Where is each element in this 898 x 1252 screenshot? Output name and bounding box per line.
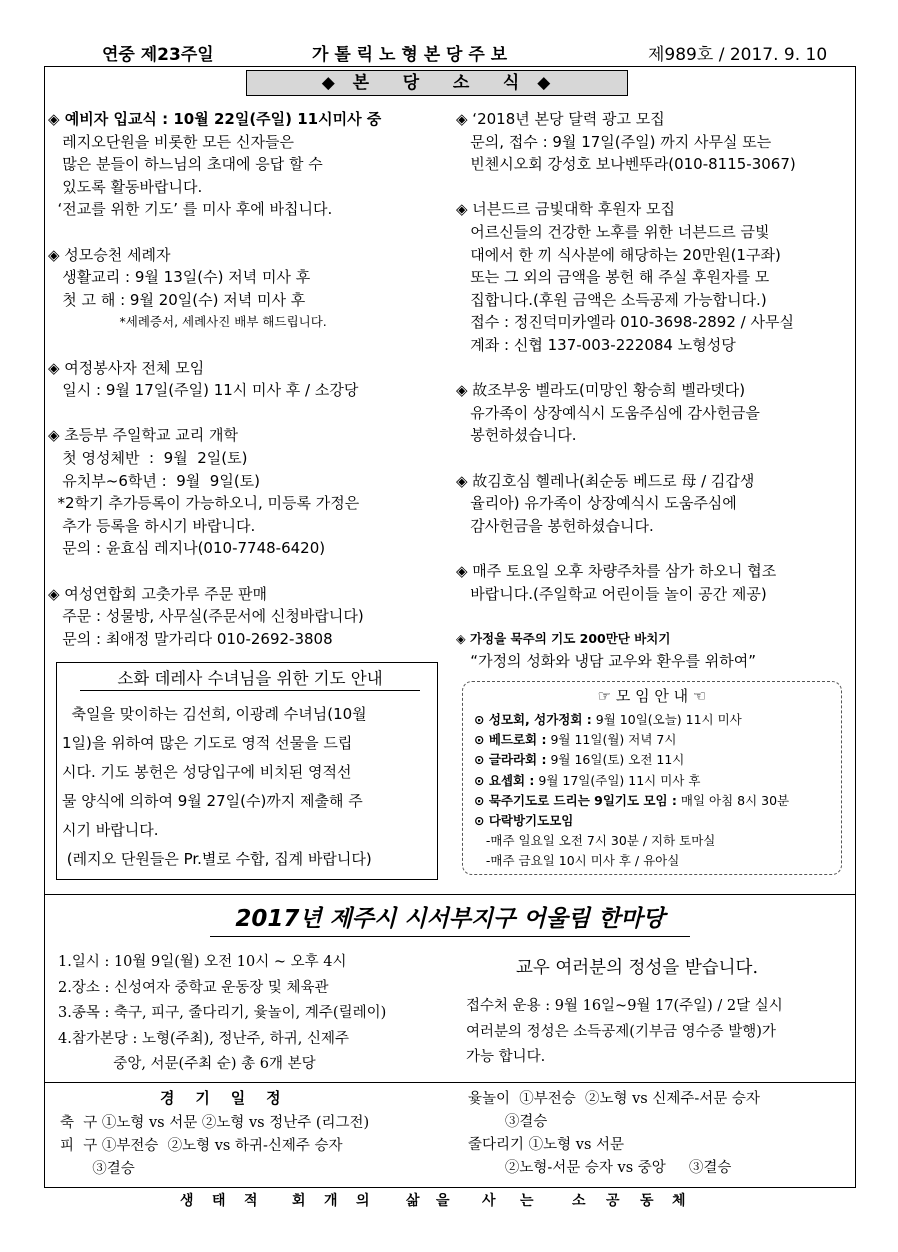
offering-line: 접수처 운용 : 9월 16일~9월 17(주일) / 2달 실시: [466, 998, 783, 1014]
event-title: 2017년 제주시 시서부지구 어울림 한마당: [235, 906, 665, 932]
meeting-item-text: 9월 17일(주일) 11시 미사 후: [534, 772, 701, 788]
notice-line: 추가 등록을 하시기 바랍니다.: [48, 516, 256, 535]
notice-line: ◈ 여정봉사자 전체 모임: [48, 358, 205, 377]
prayer-title-underline: [80, 690, 420, 691]
event-info-line: 3.종목 : 축구, 피구, 줄다리기, 윷놀이, 계주(릴레이): [58, 1005, 387, 1021]
notice-line: 있도록 활동바랍니다.: [48, 177, 203, 196]
notice-line: 유가족이 상장예식시 도움주심에 감사헌금을: [456, 403, 760, 422]
prayer-line: 물 양식에 의하여 9월 27일(수)까지 제출해 주: [62, 792, 363, 810]
notice-line: ◈ 故김호심 헬레나(최순동 베드로 母 / 김갑생: [456, 471, 755, 490]
meeting-item-label: ⊙ 베드로회 :: [474, 732, 547, 748]
notice-line: ◈ 초등부 주일학교 교리 개학: [48, 426, 238, 445]
meeting-item: [474, 710, 742, 730]
footer-char: 소: [572, 1193, 587, 1209]
footer-char: 는: [520, 1193, 535, 1209]
event-info-line: 4.참가본당 : 노형(주최), 정난주, 하귀, 신제주: [58, 1030, 350, 1047]
event-info-line: 1.일시 : 10월 9일(월) 오전 10시 ~ 오후 4시: [58, 954, 347, 970]
footer-char: 공: [606, 1193, 621, 1209]
prayer-line: (레지오 단원들은 Pr.별로 수합, 집계 바랍니다): [62, 850, 372, 868]
footer-char: 사: [482, 1193, 497, 1209]
offering-line: 가능 합니다.: [466, 1049, 546, 1065]
footer-char: 의: [356, 1193, 371, 1209]
notice-line: 주문 : 성물방, 사무실(주문서에 신청바랍니다): [48, 607, 364, 626]
bulletin-title: 가 톨 릭 노 형 본 당 주 보: [312, 45, 508, 65]
offering-title: 교우 여러분의 정성을 받습니다.: [516, 958, 759, 978]
event-info-line: 2.장소 : 신성여자 중학교 운동장 및 체육관: [58, 979, 329, 996]
schedule-title: 경 기 일 정: [160, 1089, 281, 1107]
schedule-line: 피 구 ①부전승 ②노형 vs 하귀-신제주 승자: [60, 1138, 343, 1154]
notice-line: 문의 : 최애정 말가리다 010-2692-3808: [48, 629, 333, 648]
notice-line: *2학기 추가등록이 가능하오니, 미등록 가정은: [48, 494, 360, 513]
divider: [44, 1082, 856, 1083]
notice-line: ◈ 가정을 묵주의 기도 200만단 바치기: [456, 630, 671, 646]
notice-line: ◈ 매주 토요일 오후 차량주차를 삼가 하오니 협조: [456, 562, 777, 580]
footer-slogan: [180, 1190, 740, 1214]
meeting-item-label: ⊙ 요셉회 :: [474, 772, 535, 788]
meeting-item: [474, 791, 789, 811]
notice-line: 문의, 접수 : 9월 17일(주일) 까지 사무실 또는: [456, 132, 772, 151]
notice-line: 접수 : 정진덕미카엘라 010-3698-2892 / 사무실: [456, 313, 794, 332]
schedule-line: ③결승: [60, 1161, 135, 1177]
schedule-line: 줄다리기 ①노형 vs 서문: [468, 1137, 625, 1153]
meeting-item-label: ⊙ 묵주기도로 드리는 9일기도 모임 :: [474, 792, 677, 808]
footer-char: 생: [180, 1193, 195, 1209]
notice-line: 첫 영성체반 : 9월 2일(토): [48, 449, 248, 467]
notice-line: 레지오단원을 비롯한 모든 신자들은: [48, 132, 294, 151]
footer-char: 체: [672, 1193, 687, 1209]
notice-line: ◈ 너븐드르 금빛대학 후원자 모집: [456, 200, 675, 219]
schedule-line: 윷놀이 ①부전승 ②노형 vs 신제주-서문 승자: [468, 1091, 760, 1107]
notice-line: ◈ 성모승천 세례자: [48, 245, 171, 264]
event-title-underline: [210, 936, 690, 937]
issue-number: 제989호 / 2017. 9. 10: [648, 45, 828, 65]
notice-line: 바랍니다.(주일학교 어린이들 놀이 공간 제공): [456, 584, 767, 603]
notice-line: ◈ 예비자 입교식 : 10월 22일(주일) 11시미사 중: [48, 110, 382, 128]
notice-line: 문의 : 윤효심 레지나(010-7748-6420): [48, 539, 326, 558]
schedule-line: 축 구 ①노형 vs 서문 ②노형 vs 정난주 (리그전): [60, 1115, 370, 1131]
meeting-item-label: ⊙ 성모회, 성가정회 :: [474, 712, 592, 727]
meeting-item-text: -매주 금요일 10시 미사 후 / 유아실: [474, 853, 680, 869]
meeting-item-text: 9월 10일(오늘) 11시 미사: [591, 712, 742, 727]
meeting-item: [474, 771, 700, 791]
notice-line: 빈첸시오회 강성호 보나벤뚜라(010-8115-3067): [456, 155, 796, 174]
divider: [44, 894, 856, 895]
notice-line: ◈ 여성연합회 고춧가루 주문 판매: [48, 584, 267, 603]
footer-char: 동: [640, 1193, 655, 1209]
prayer-line: 축일을 맞이하는 김선희, 이광례 수녀님(10월: [62, 705, 367, 723]
notice-line: 일시 : 9월 17일(주일) 11시 미사 후 / 소강당: [48, 381, 359, 400]
meeting-item-label: ⊙ 다락방기도모임: [474, 813, 574, 828]
notice-line: ◈ ‘2018년 본당 달력 광고 모집: [456, 110, 665, 128]
notice-line: 율리아) 유가족이 상장예식시 도움주심에: [456, 494, 737, 513]
footer-char: 을: [436, 1193, 451, 1209]
footer-char: 삶: [406, 1193, 421, 1209]
prayer-line: 1일)을 위하여 많은 기도로 영적 선물을 드립: [62, 734, 353, 752]
offering-line: 여러분의 정성은 소득공제(기부금 영수증 발행)가: [466, 1023, 776, 1040]
meeting-item: [474, 750, 684, 770]
meeting-item-text: 9월 11일(월) 저녁 7시: [546, 732, 677, 748]
meeting-box-title: ☞ 모 임 안 내 ☜: [597, 687, 707, 705]
meeting-item: [474, 730, 676, 750]
notice-line: 대에서 한 끼 식사분에 해당하는 20만원(1구좌): [456, 245, 781, 264]
notice-line: *세례증서, 세례사진 배부 해드립니다.: [48, 314, 327, 330]
schedule-line: ③결승: [468, 1114, 548, 1130]
notice-line: ‘전교를 위한 기도’ 를 미사 후에 바칩니다.: [48, 200, 333, 219]
meeting-item: [474, 851, 679, 871]
notice-line: 첫 고 해 : 9월 20일(수) 저녁 미사 후: [48, 290, 306, 309]
prayer-notice-title: 소화 데레사 수녀님을 위한 기도 안내: [117, 669, 383, 688]
section-title: ◆ 본 당 소 식 ◆: [246, 70, 628, 96]
event-info-line: 중앙, 서문(주최 순) 총 6개 본당: [58, 1056, 316, 1072]
notice-line: “가정의 성화와 냉담 교우와 환우를 위하여”: [456, 652, 757, 671]
notice-line: 집합니다.(후원 금액은 소득공제 가능합니다.): [456, 290, 767, 309]
notice-line: 봉헌하셨습니다.: [456, 426, 577, 445]
meeting-item-label: ⊙ 글라라회 :: [474, 752, 547, 768]
meeting-item: [474, 811, 573, 831]
notice-line: 많은 분들이 하느님의 초대에 응답 할 수: [48, 155, 323, 174]
notice-line: 계좌 : 신협 137-003-222084 노형성당: [456, 336, 736, 354]
footer-char: 개: [324, 1193, 339, 1209]
meeting-item-text: 매일 아침 8시 30분: [676, 792, 790, 808]
notice-line: 생활교리 : 9월 13일(수) 저녁 미사 후: [48, 268, 311, 287]
schedule-line: ②노형-서문 승자 vs 중앙 ③결승: [468, 1160, 732, 1176]
meeting-item-text: 9월 16일(토) 오전 11시: [546, 752, 685, 768]
meeting-item: [474, 831, 715, 851]
meeting-item-text: -매주 일요일 오전 7시 30분 / 지하 토마실: [474, 833, 716, 849]
notice-line: 어르신들의 건강한 노후를 위한 너븐드르 금빛: [456, 223, 770, 241]
notice-line: 감사헌금을 봉헌하셨습니다.: [456, 516, 654, 535]
footer-char: 회: [292, 1193, 307, 1209]
prayer-line: 시다. 기도 봉헌은 성당입구에 비치된 영적선: [62, 763, 352, 781]
footer-char: 적: [244, 1193, 259, 1209]
notice-line: 또는 그 외의 금액을 봉헌 해 주실 후원자를 모: [456, 268, 770, 287]
footer-char: 태: [212, 1193, 227, 1209]
notice-line: ◈ 故조부웅 벨라도(미망인 황승희 벨라뎃다): [456, 381, 746, 400]
prayer-line: 시기 바랍니다.: [62, 821, 159, 839]
week-label: 연중 제23주일: [102, 45, 214, 65]
notice-line: 유치부~6학년 : 9월 9일(토): [48, 471, 261, 490]
